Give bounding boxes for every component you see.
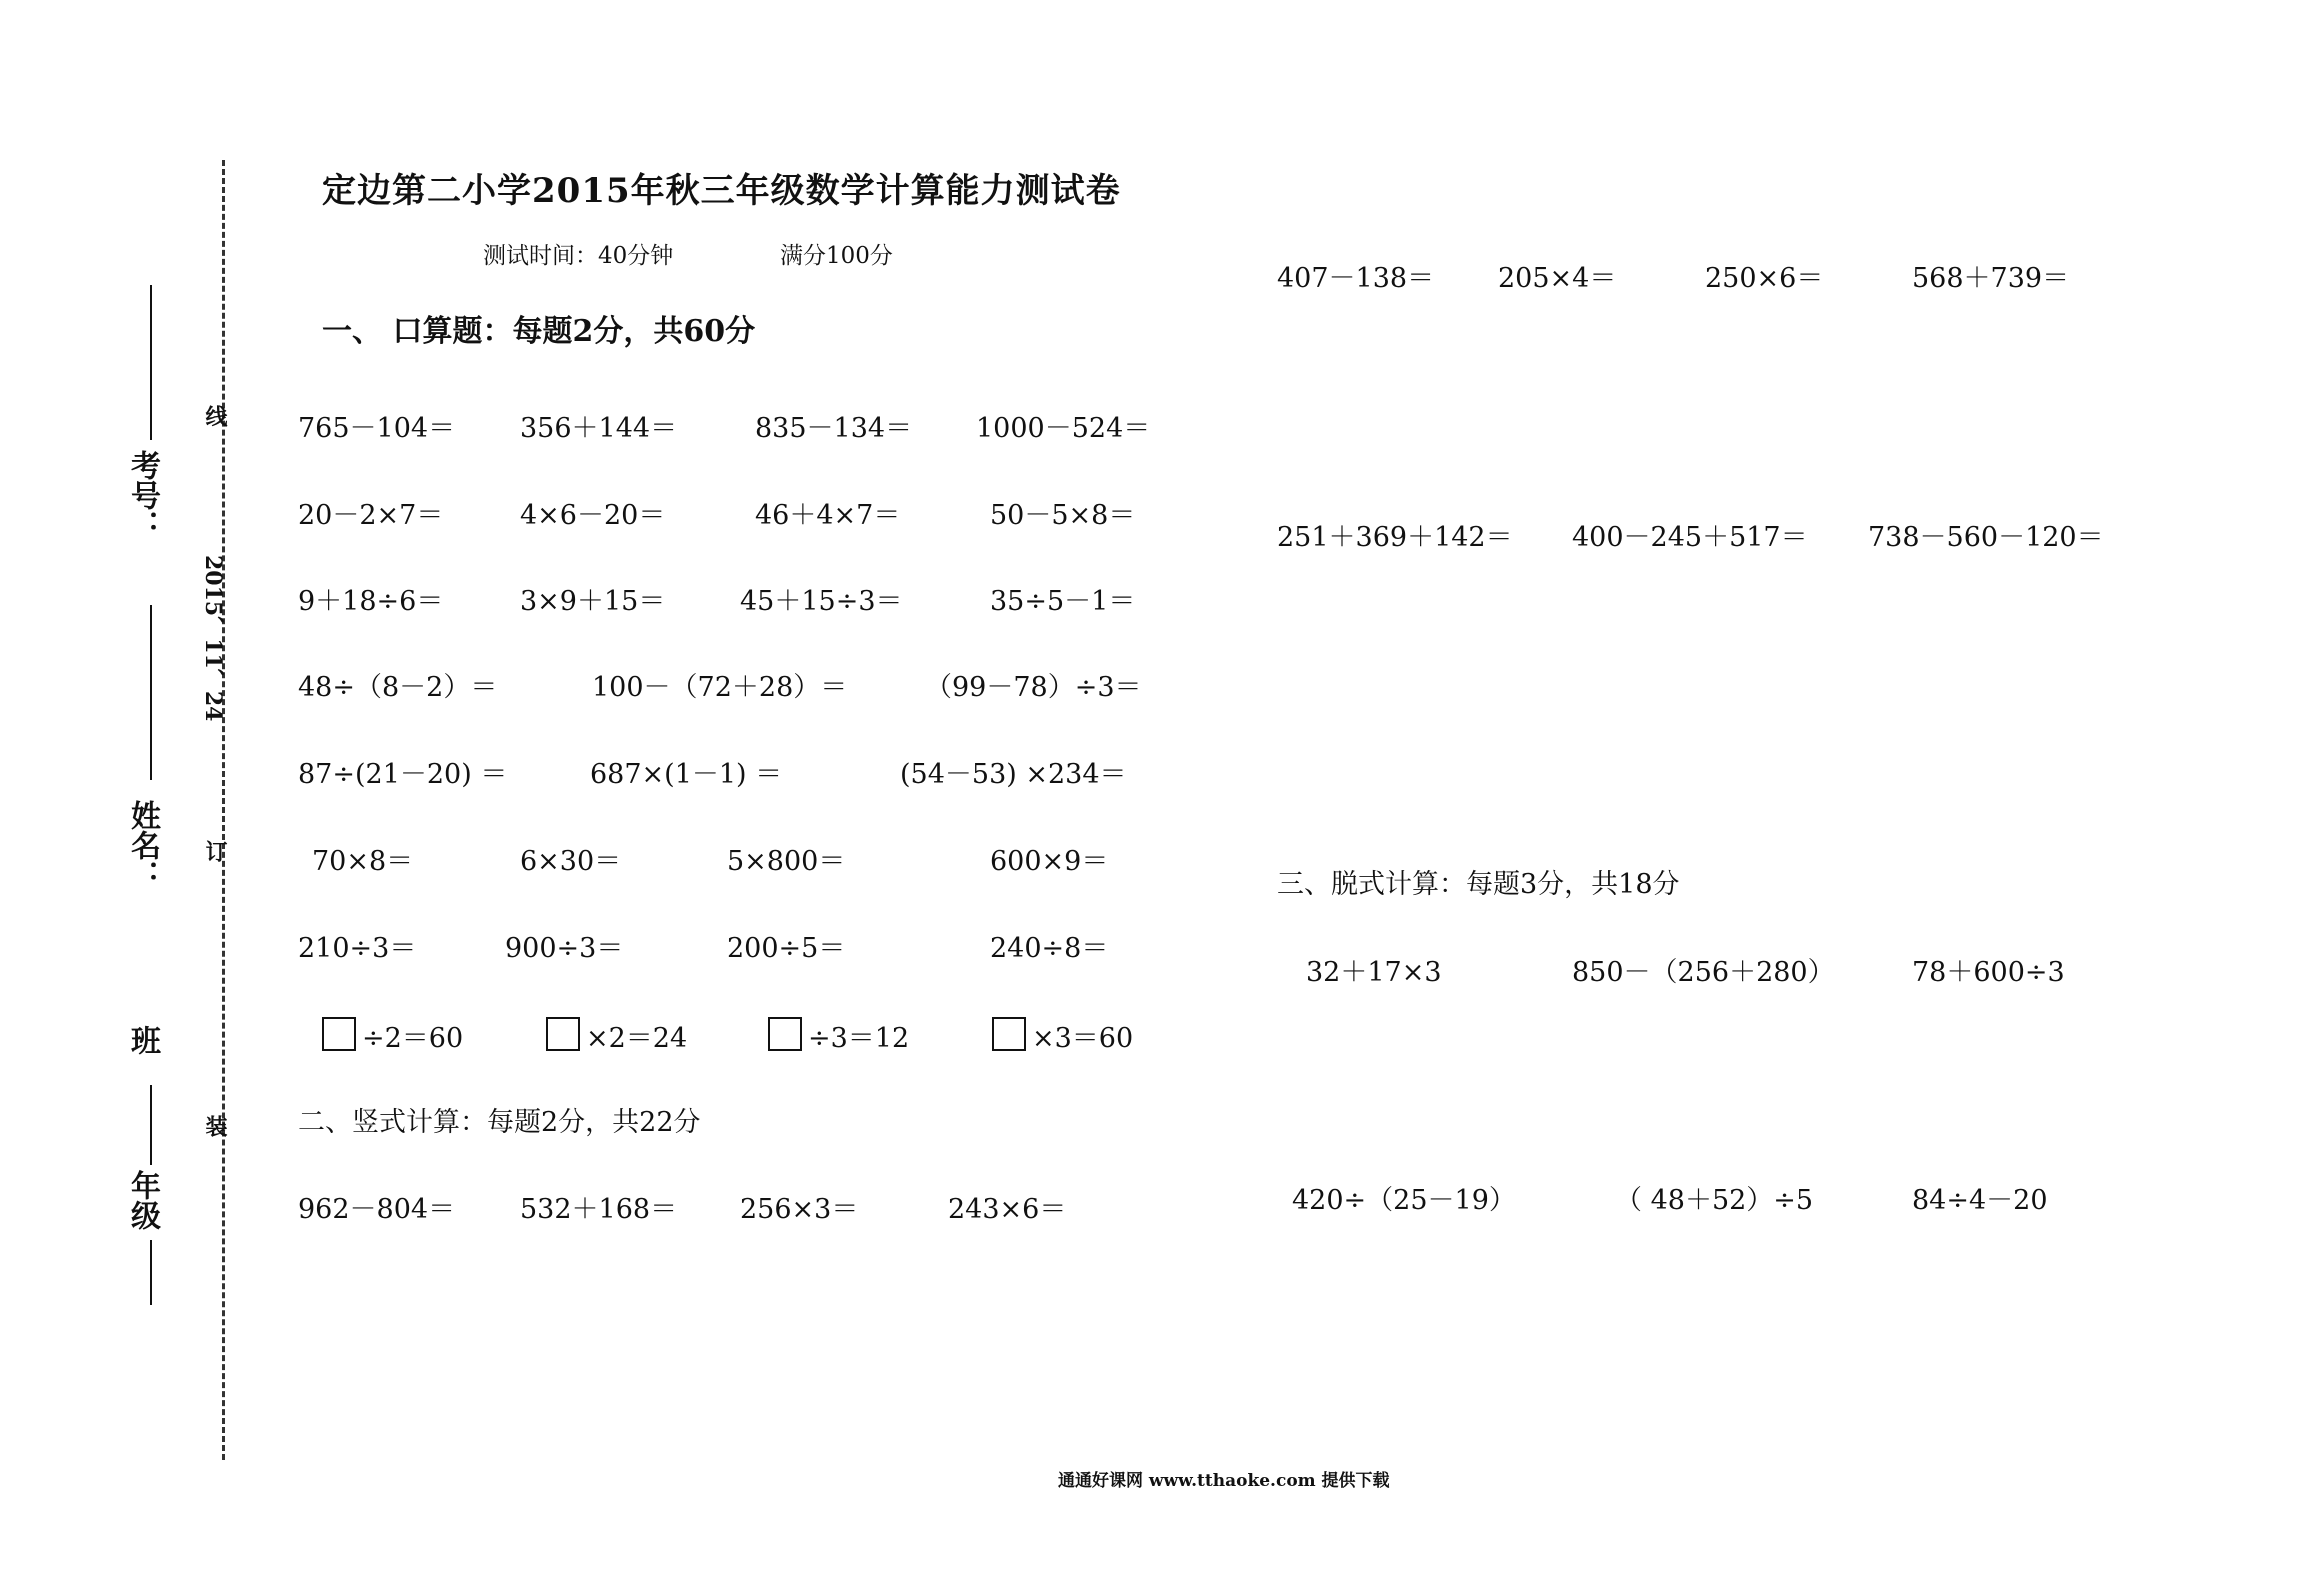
question: 9＋18÷6＝ — [298, 586, 444, 617]
section1-title: 一、 口算题：每题2分，共60分 — [322, 314, 756, 349]
page-title: 定边第二小学2015年秋三年级数学计算能力测试卷 — [322, 171, 1121, 211]
exam-no-label: 考号： — [125, 450, 160, 540]
question: 356＋144＝ — [520, 413, 678, 444]
answer-box[interactable] — [768, 1017, 802, 1051]
box-question-text: ×2＝24 — [586, 1023, 688, 1054]
full-score: 满分100分 — [780, 243, 893, 269]
question: 850－（256＋280） — [1572, 957, 1835, 988]
name-blank-line — [150, 605, 152, 780]
question: 1000－524＝ — [976, 413, 1151, 444]
name-label: 姓名： — [125, 800, 160, 890]
box-question-text: ÷3＝12 — [808, 1023, 910, 1054]
bind-label: 订 — [202, 840, 228, 862]
answer-box[interactable] — [992, 1017, 1026, 1051]
question: 78＋600÷3 — [1912, 957, 2065, 988]
question: 251＋369＋142＝ — [1277, 522, 1513, 553]
margin-dotted-line — [222, 160, 225, 1460]
question: 407－138＝ — [1277, 263, 1435, 294]
footer-credit: 通通好课网 www.tthaoke.com 提供下载 — [1058, 1471, 1390, 1491]
question: 48÷（8－2）＝ — [298, 672, 498, 703]
question: 5×800＝ — [727, 846, 846, 877]
box-question — [322, 1016, 463, 1055]
box-question — [768, 1016, 909, 1055]
question: 420÷（25－19） — [1292, 1185, 1516, 1216]
question: 50－5×8＝ — [990, 500, 1136, 531]
box-question — [992, 1016, 1133, 1055]
answer-box[interactable] — [322, 1017, 356, 1051]
question: 400－245＋517＝ — [1572, 522, 1808, 553]
question: 738－560－120＝ — [1868, 522, 2104, 553]
answer-box[interactable] — [546, 1017, 580, 1051]
question: 35÷5－1＝ — [990, 586, 1136, 617]
question: 250×6＝ — [1705, 263, 1824, 294]
exam-date: 2015、11、24 — [200, 555, 226, 722]
question: 20－2×7＝ — [298, 500, 444, 531]
question: （ 48＋52）÷5 — [1615, 1185, 1814, 1216]
section2-title: 二、竖式计算：每题2分，共22分 — [298, 1107, 701, 1138]
box-question — [546, 1016, 687, 1055]
question: 3×9＋15＝ — [520, 586, 666, 617]
box-question-text: ×3＝60 — [1032, 1023, 1134, 1054]
question: 6×30＝ — [520, 846, 622, 877]
question: 45＋15÷3＝ — [740, 586, 903, 617]
question: 568＋739＝ — [1912, 263, 2070, 294]
question: 900÷3＝ — [505, 933, 624, 964]
exam-no-blank-line — [150, 285, 152, 440]
question: 835－134＝ — [755, 413, 913, 444]
question: 210÷3＝ — [298, 933, 417, 964]
class-label: 班 — [125, 1025, 160, 1055]
question: 765－104＝ — [298, 413, 456, 444]
question: 243×6＝ — [948, 1194, 1067, 1225]
question: （99－78）÷3＝ — [925, 672, 1142, 703]
fold-label: 装 — [202, 1115, 228, 1137]
question: 240÷8＝ — [990, 933, 1109, 964]
question: (54－53) ×234＝ — [900, 759, 1127, 790]
test-time: 测试时间：40分钟 — [483, 243, 674, 269]
question: 962－804＝ — [298, 1194, 456, 1225]
grade-blank-line — [150, 1240, 152, 1305]
question: 205×4＝ — [1498, 263, 1617, 294]
question: 100－（72＋28）＝ — [592, 672, 848, 703]
question: 4×6－20＝ — [520, 500, 666, 531]
grade-label: 年级 — [125, 1170, 160, 1230]
question: 256×3＝ — [740, 1194, 859, 1225]
box-question-text: ÷2＝60 — [362, 1023, 464, 1054]
section3-title: 三、脱式计算：每题3分，共18分 — [1277, 869, 1680, 900]
question: 687×(1－1) ＝ — [590, 759, 783, 790]
question: 46＋4×7＝ — [755, 500, 901, 531]
question: 532＋168＝ — [520, 1194, 678, 1225]
question: 84÷4－20 — [1912, 1185, 2048, 1216]
class-blank-line — [150, 1085, 152, 1165]
question: 87÷(21－20) ＝ — [298, 759, 508, 790]
question: 200÷5＝ — [727, 933, 846, 964]
question: 70×8＝ — [312, 846, 414, 877]
question: 600×9＝ — [990, 846, 1109, 877]
question: 32＋17×3 — [1306, 957, 1442, 988]
line-label: 线 — [202, 405, 228, 427]
